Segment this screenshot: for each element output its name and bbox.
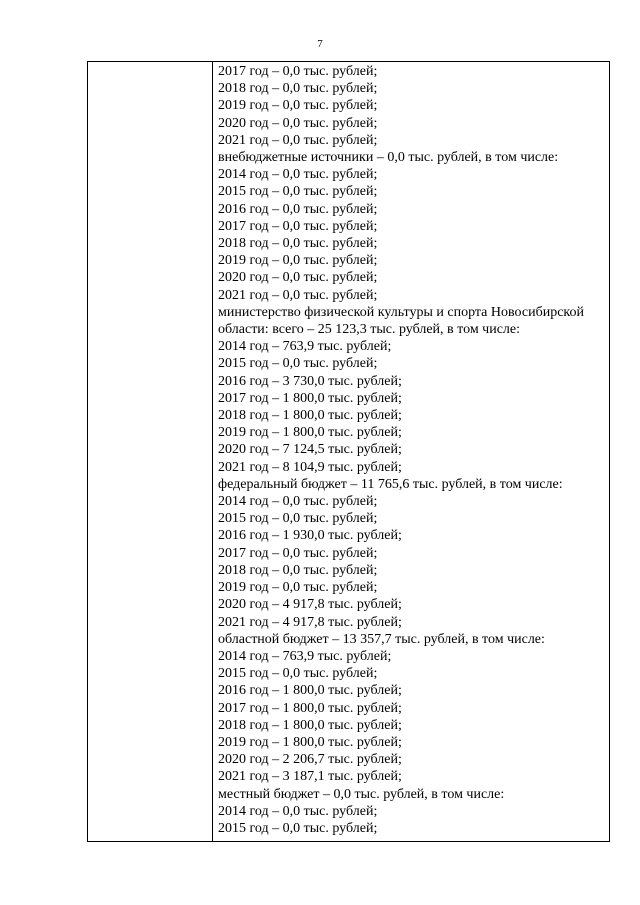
funding-line: 2020 год – 4 917,8 тыс. рублей; xyxy=(218,597,402,613)
funding-line: 2014 год – 0,0 тыс. рублей; xyxy=(218,167,378,183)
funding-line: 2021 год – 0,0 тыс. рублей; xyxy=(218,287,378,303)
funding-line: 2016 год – 0,0 тыс. рублей; xyxy=(218,201,378,217)
funding-line: 2018 год – 0,0 тыс. рублей; xyxy=(218,81,378,97)
table-left-cell xyxy=(88,62,213,841)
funding-line: 2015 год – 0,0 тыс. рублей; xyxy=(218,666,378,682)
funding-line: 2018 год – 1 800,0 тыс. рублей; xyxy=(218,717,402,733)
funding-line: 2020 год – 0,0 тыс. рублей; xyxy=(218,270,378,286)
funding-line: 2017 год – 0,0 тыс. рублей; xyxy=(218,218,378,234)
funding-line: внебюджетные источники – 0,0 тыс. рублей, в том числе: xyxy=(218,150,559,166)
funding-line: 2020 год – 2 206,7 тыс. рублей; xyxy=(218,752,402,768)
funding-line: 2017 год – 1 800,0 тыс. рублей; xyxy=(218,390,402,406)
funding-line: федеральный бюджет – 11 765,6 тыс. рублей, в том числе: xyxy=(218,476,563,492)
funding-line: 2018 год – 0,0 тыс. рублей; xyxy=(218,562,378,578)
funding-line: области: всего – 25 123,3 тыс. рублей, в том числе: xyxy=(218,322,521,338)
funding-line: местный бюджет – 0,0 тыс. рублей, в том числе: xyxy=(218,786,505,802)
funding-line: 2019 год – 0,0 тыс. рублей; xyxy=(218,580,378,596)
funding-line: 2021 год – 4 917,8 тыс. рублей; xyxy=(218,614,402,630)
funding-line: 2021 год – 8 104,9 тыс. рублей; xyxy=(218,459,402,475)
funding-line: 2014 год – 763,9 тыс. рублей; xyxy=(218,339,392,355)
document-table xyxy=(87,61,610,842)
funding-line: 2015 год – 0,0 тыс. рублей; xyxy=(218,820,378,836)
funding-line: 2014 год – 0,0 тыс. рублей; xyxy=(218,803,378,819)
funding-line: 2017 год – 0,0 тыс. рублей; xyxy=(218,545,378,561)
funding-line: областной бюджет – 13 357,7 тыс. рублей, в том числе: xyxy=(218,631,545,647)
funding-line: 2021 год – 0,0 тыс. рублей; xyxy=(218,132,378,148)
funding-line: 2020 год – 0,0 тыс. рублей; xyxy=(218,115,378,131)
funding-line: 2016 год – 3 730,0 тыс. рублей; xyxy=(218,373,402,389)
funding-line: 2019 год – 0,0 тыс. рублей; xyxy=(218,98,378,114)
funding-line: 2020 год – 7 124,5 тыс. рублей; xyxy=(218,442,402,458)
funding-line: 2019 год – 1 800,0 тыс. рублей; xyxy=(218,734,402,750)
funding-line: 2018 год – 1 800,0 тыс. рублей; xyxy=(218,408,402,424)
funding-line: 2016 год – 1 800,0 тыс. рублей; xyxy=(218,683,402,699)
page-number: 7 xyxy=(317,38,323,50)
funding-line: 2016 год – 1 930,0 тыс. рублей; xyxy=(218,528,402,544)
funding-line: 2015 год – 0,0 тыс. рублей; xyxy=(218,184,378,200)
funding-line: 2017 год – 0,0 тыс. рублей; xyxy=(218,64,378,79)
funding-line: 2014 год – 763,9 тыс. рублей; xyxy=(218,648,392,664)
funding-line: 2021 год – 3 187,1 тыс. рублей; xyxy=(218,769,402,785)
funding-line: 2014 год – 0,0 тыс. рублей; xyxy=(218,494,378,510)
funding-line: 2015 год – 0,0 тыс. рублей; xyxy=(218,511,378,527)
funding-line: 2015 год – 0,0 тыс. рублей; xyxy=(218,356,378,372)
funding-line: 2019 год – 1 800,0 тыс. рублей; xyxy=(218,425,402,441)
funding-line: министерство физической культуры и спорта Новосибирской xyxy=(218,304,584,320)
funding-line: 2019 год – 0,0 тыс. рублей; xyxy=(218,253,378,269)
funding-line: 2017 год – 1 800,0 тыс. рублей; xyxy=(218,700,402,716)
table-right-cell xyxy=(213,62,609,841)
funding-line: 2018 год – 0,0 тыс. рублей; xyxy=(218,236,378,252)
